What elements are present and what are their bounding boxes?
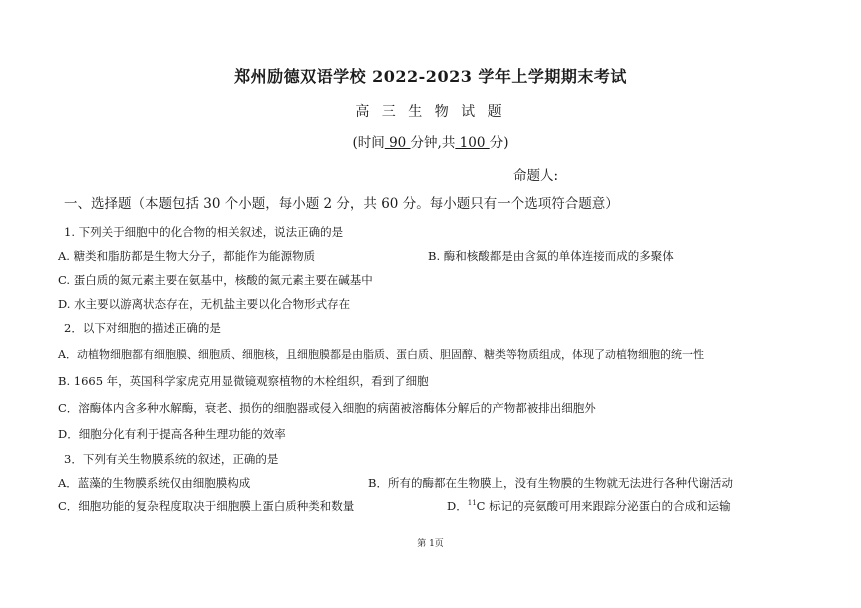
time-mid: 分钟,共 — [410, 135, 456, 151]
time-prefix: (时间 — [352, 135, 385, 151]
question-3-stem: 3．下列有关生物膜系统的叙述，正确的是 — [64, 452, 279, 466]
page-number: 第 1页 — [417, 539, 444, 549]
question-2-option-b: B. 1665 年，英国科学家虎克用显微镜观察植物的木栓组织，看到了细胞 — [58, 374, 429, 388]
question-3-option-d-text: C 标记的亮氨酸可用来跟踪分泌蛋白的合成和运输 — [476, 499, 731, 513]
question-2-option-a: A．动植物细胞都有细胞膜、细胞质、细胞核，且细胞膜都是由脂质、蛋白质、胆固醇、糖类等物质组成，体现了动植物细胞的统一性 — [58, 348, 704, 361]
exam-subtitle: 高 三 生 物 试 题 — [355, 104, 506, 120]
question-2-option-d: D．细胞分化有利于提高各种生理功能的效率 — [58, 427, 286, 441]
question-3-option-b: B．所有的酶都在生物膜上，没有生物膜的生物就无法进行各种代谢活动 — [368, 476, 733, 490]
question-3-option-d — [447, 498, 731, 514]
question-1-option-a: A. 糖类和脂肪都是生物大分子，都能作为能源物质 — [58, 249, 316, 263]
question-1-option-b: B. 酶和核酸都是由含氮的单体连接而成的多聚体 — [428, 249, 674, 263]
exam-title: 郑州励德双语学校 2022-2023 学年上学期期末考试 — [234, 67, 627, 86]
question-2-stem: 2．以下对细胞的描述正确的是 — [64, 321, 221, 335]
time-suffix: 分) — [489, 135, 509, 151]
question-3-option-c: C．细胞功能的复杂程度取决于细胞膜上蛋白质种类和数量 — [58, 499, 355, 513]
exam-time-line — [0, 131, 861, 151]
time-score: 100 — [455, 135, 490, 151]
time-minutes: 90 — [384, 135, 411, 151]
section-title: 一、选择题（本题包括 30 个小题，每小题 2 分，共 60 分。每小题只有一个选项符合题意） — [64, 196, 619, 212]
question-2-option-c: C．溶酶体内含多种水解酶，衰老、损伤的细胞器或侵入细胞的病菌被溶酶体分解后的产物都被排出细胞外 — [58, 401, 596, 415]
isotope-superscript: 11 — [467, 499, 477, 508]
question-1-option-c: C. 蛋白质的氮元素主要在氨基中，核酸的氮元素主要在碱基中 — [58, 273, 373, 287]
author-label: 命题人: — [513, 168, 559, 184]
question-1-stem: 1. 下列关于细胞中的化合物的相关叙述，说法正确的是 — [64, 225, 344, 239]
question-1-option-d: D. 水主要以游离状态存在，无机盐主要以化合物形式存在 — [58, 297, 351, 311]
question-3-option-a: A．蓝藻的生物膜系统仅由细胞膜构成 — [58, 476, 251, 490]
question-3-option-d-prefix: D． — [447, 499, 468, 513]
